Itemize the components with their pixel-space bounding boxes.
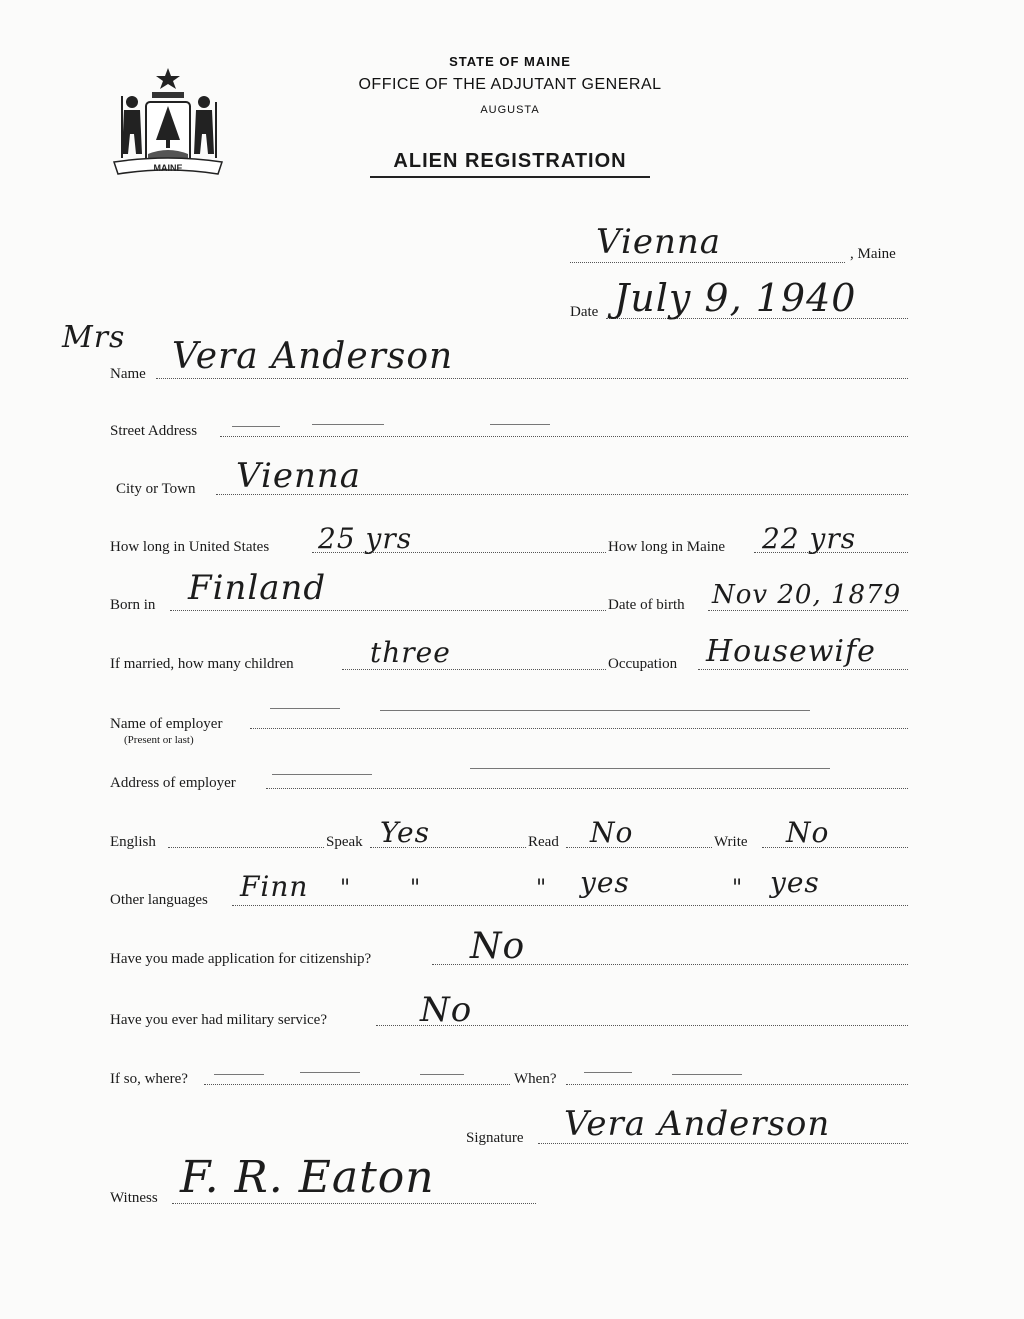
signature-value: Vera Anderson [564,1104,831,1144]
occupation-label: Occupation [608,656,678,672]
street-line [220,436,908,437]
write-value: No [786,816,830,849]
us-long-value: 25 yrs [318,522,413,555]
maine-long-value: 22 yrs [762,522,857,555]
date-label: Date [570,304,599,320]
form-title: ALIEN REGISTRATION [393,150,627,172]
english-label: English [110,834,156,850]
seal-label: MAINE [153,163,183,173]
town-line [570,262,845,263]
citizenship-label: Have you made application for citizenship? [110,951,372,967]
signature-label: Signature [466,1130,524,1146]
street-dash [232,426,280,427]
name-line [156,378,908,379]
name-value: Vera Anderson [172,336,454,377]
when-dash [584,1072,632,1073]
name-label: Name [110,366,146,382]
city-value: Vienna [236,456,362,496]
dob-line [708,610,908,611]
born-line [170,610,606,611]
town-value: Vienna [596,222,722,262]
where-label: If so, where? [110,1071,188,1087]
employer-address-line [266,788,908,789]
children-value: three [370,636,451,669]
born-value: Finland [188,568,327,608]
employer-line [250,728,908,729]
dob-label: Date of birth [608,597,685,613]
read-line [566,847,712,848]
header-office: OFFICE OF THE ADJUTANT GENERAL [358,76,662,93]
military-label: Have you ever had military service? [110,1012,327,1028]
when-dash [672,1074,742,1075]
maine-label: , Maine [850,246,896,262]
children-line [342,669,606,670]
other-lang-value: Finn [240,870,309,903]
us-long-label: How long in United States [110,539,270,555]
dob-value: Nov 20, 1879 [712,580,902,610]
other-speak-value: yes [580,866,630,899]
street-dash [312,424,384,425]
read-value: No [590,816,634,849]
witness-value: F. R. Eaton [180,1152,435,1203]
header-city: AUGUSTA [480,104,540,116]
employer-address-label: Address of employer [110,775,236,791]
employer-dash [270,708,340,709]
english-line [168,847,324,848]
other-lang-label: Other languages [110,892,208,908]
when-line [566,1084,908,1085]
date-value: July 9, 1940 [614,276,857,320]
where-dash [300,1072,360,1073]
write-line [762,847,908,848]
witness-line [172,1203,536,1204]
header-state: STATE OF MAINE [449,54,571,69]
ditto-mark: " [340,876,352,901]
other-lang-line [232,905,908,906]
employer-note: (Present or last) [124,734,194,746]
ditto-mark: " [732,876,744,901]
children-label: If married, how many children [110,656,294,672]
write-label: Write [714,834,748,850]
where-line [204,1084,510,1085]
speak-value: Yes [380,816,430,849]
street-dash [490,424,550,425]
witness-label: Witness [110,1190,158,1206]
maine-state-seal [108,62,228,192]
where-dash [420,1074,464,1075]
when-label: When? [514,1071,557,1087]
title-underline [370,176,650,178]
ditto-mark: " [536,876,548,901]
where-dash [214,1074,264,1075]
city-label: City or Town [116,481,196,497]
born-label: Born in [110,597,156,613]
employer-address-dash [272,774,372,775]
employer-label: Name of employer [110,716,223,732]
title-prefix-value: Mrs [62,320,126,355]
employer-address-dash [470,768,830,769]
read-label: Read [528,834,559,850]
occupation-value: Housewife [706,634,876,669]
occupation-line [698,669,908,670]
speak-label: Speak [326,834,363,850]
maine-long-label: How long in Maine [608,539,726,555]
ditto-mark: " [410,876,422,901]
other-write-value: yes [770,866,820,899]
employer-dash [380,710,810,711]
street-label: Street Address [110,423,198,439]
citizenship-value: No [470,926,526,967]
military-value: No [420,990,473,1030]
